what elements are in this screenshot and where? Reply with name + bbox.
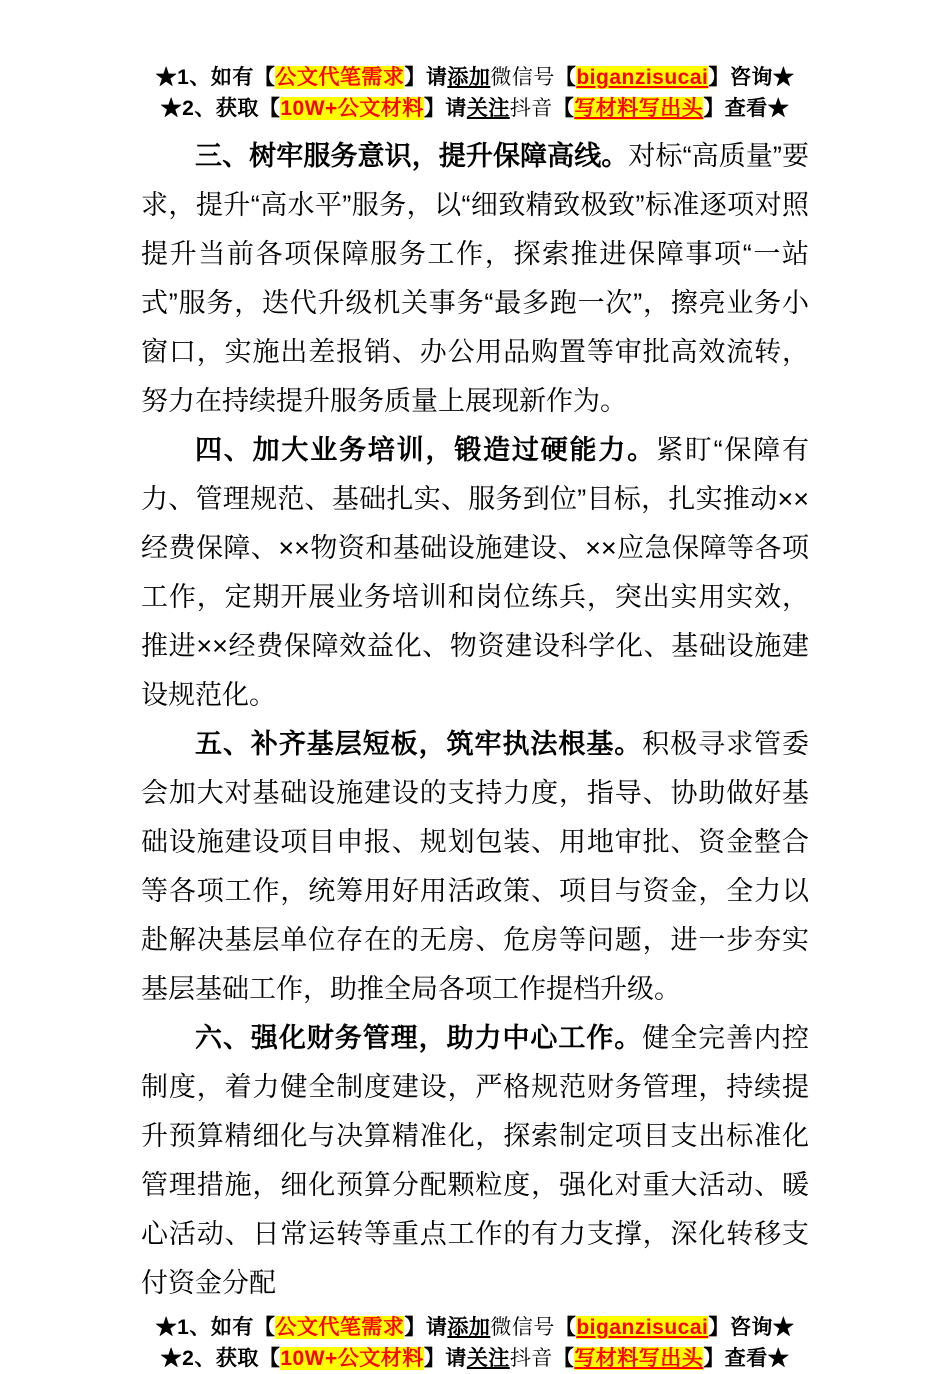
promo-segment: 关注 <box>466 1347 510 1370</box>
paragraph-section-3 <box>141 132 809 426</box>
paragraph-6-heading: 六、强化财务管理，助力中心工作。 <box>195 1023 643 1053</box>
paragraph-4-heading: 四、加大业务培训，锻造过硬能力。 <box>195 435 656 465</box>
promo-segment: 【 <box>554 1316 577 1339</box>
paragraph-5-text: 积极寻求管委会加大对基础设施建设的支持力度，指导、协助做好基础设施建设项目申报、规划包装、用地审批、资金整合等各项工作，统筹用好用活政策、项目与资金，全力以赴解决基层单位存在的无房、危房等问题，进一步夯实基层基础工作，助推全局各项工作提档升级。 <box>141 729 810 1004</box>
paragraph-section-5 <box>141 720 809 1014</box>
promo-segment: 微信号 <box>490 1316 555 1339</box>
header-promo <box>0 0 950 124</box>
promo-segment: 写材料写出头 <box>574 97 704 120</box>
document-body <box>141 132 809 1308</box>
paragraph-5-heading: 五、补齐基层短板，筑牢执法根基。 <box>195 729 643 759</box>
promo-segment: biganzisucai <box>576 66 709 89</box>
promo-segment: 【 <box>552 97 575 120</box>
promo-segment: biganzisucai <box>576 1316 709 1339</box>
promo-segment: 抖音 <box>509 1347 553 1370</box>
promo-segment: 【 <box>554 66 577 89</box>
promo-segment: 微信号 <box>490 66 555 89</box>
promo-segment: 】查看★ <box>703 97 790 120</box>
paragraph-6-text: 健全完善内控制度，着力健全制度建设，严格规范财务管理，持续提升预算精细化与决算精准化，探索制定项目支出标准化管理措施，细化预算分配颗粒度，强化对重大活动、暖心活动、日常运转等重点工作的有力支撑，深化转移支付资金分配 <box>141 1023 810 1298</box>
promo-segment: 添加 <box>447 66 491 89</box>
paragraph-section-4 <box>141 426 809 720</box>
promo-segment: 公文代笔需求 <box>275 66 405 89</box>
promo-segment: 】请 <box>404 66 448 89</box>
promo-segment: 【 <box>552 1347 575 1370</box>
footer-promo <box>0 1308 950 1374</box>
promo-segment: 】请 <box>423 1347 467 1370</box>
promo-segment: ★1、如有【 <box>155 66 276 89</box>
header-promo-line-1 <box>0 62 950 93</box>
promo-segment: 】咨询★ <box>708 66 795 89</box>
promo-segment: 】查看★ <box>703 1347 790 1370</box>
paragraph-4-text: 紧盯“保障有力、管理规范、基础扎实、服务到位”目标，扎实推动××经费保障、××物资和基础设施建设、××应急保障等各项工作，定期开展业务培训和岗位练兵，突出实用实效，推进××经费保障效益化、物资建设科学化、基础设施建设规范化。 <box>141 435 809 710</box>
promo-segment: ★1、如有【 <box>155 1316 276 1339</box>
promo-segment: 关注 <box>466 97 510 120</box>
promo-segment: 10W+公文材料 <box>280 1347 424 1370</box>
footer-promo-line-1 <box>0 1312 950 1343</box>
promo-segment: 公文代笔需求 <box>275 1316 405 1339</box>
promo-segment: 】请 <box>423 97 467 120</box>
paragraph-3-text: 对标“高质量”要求，提升“高水平”服务，以“细致精致极致”标准逐项对照提升当前各项保障服务工作，探索推进保障事项“一站式”服务，迭代升级机关事务“最多跑一次”，擦亮业务小窗口，实施出差报销、办公用品购置等审批高效流转，努力在持续提升服务质量上展现新作为。 <box>141 141 810 416</box>
promo-segment: 抖音 <box>509 97 553 120</box>
promo-segment: 添加 <box>447 1316 491 1339</box>
promo-segment: 10W+公文材料 <box>280 97 424 120</box>
promo-segment: 写材料写出头 <box>574 1347 704 1370</box>
promo-segment: 】请 <box>404 1316 448 1339</box>
paragraph-section-6 <box>141 1014 809 1308</box>
promo-segment: ★2、获取【 <box>160 97 281 120</box>
paragraph-3-heading: 三、树牢服务意识，提升保障高线。 <box>195 141 629 171</box>
header-promo-line-2 <box>0 93 950 124</box>
promo-segment: ★2、获取【 <box>160 1347 281 1370</box>
footer-promo-line-2 <box>0 1343 950 1374</box>
promo-segment: 】咨询★ <box>708 1316 795 1339</box>
